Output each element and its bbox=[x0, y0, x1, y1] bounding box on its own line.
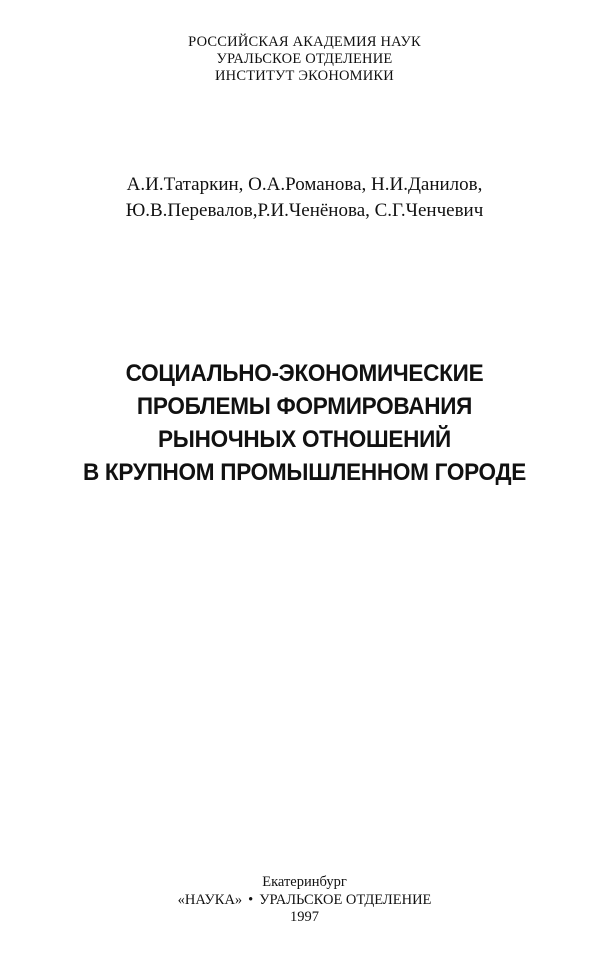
title-line-3: РЫНОЧНЫХ ОТНОШЕНИЙ bbox=[158, 426, 451, 453]
imprint-year: 1997 bbox=[290, 909, 319, 925]
authors-line-1: А.И.Татаркин, О.А.Романова, Н.И.Данилов, bbox=[126, 174, 483, 195]
imprint-publisher-line bbox=[0, 892, 609, 910]
bullet-separator: • bbox=[248, 891, 254, 908]
title-line-2: ПРОБЛЕМЫ ФОРМИРОВАНИЯ bbox=[136, 393, 473, 420]
imprint-city: Екатеринбург bbox=[262, 874, 347, 890]
institution-header bbox=[0, 34, 609, 85]
institution-institute: ИНСТИТУТ ЭКОНОМИКИ bbox=[215, 68, 394, 84]
book-title bbox=[24, 357, 584, 489]
authors-line-2: Ю.В.Перевалов,Р.И.Ченёнова, С.Г.Ченчевич bbox=[125, 200, 484, 221]
institution-academy: РОССИЙСКАЯ АКАДЕМИЯ НАУК bbox=[188, 34, 421, 50]
imprint bbox=[0, 874, 609, 927]
author-list bbox=[0, 172, 609, 224]
imprint-publisher: «НАУКА» bbox=[177, 891, 243, 908]
title-line-1: СОЦИАЛЬНО-ЭКОНОМИЧЕСКИЕ bbox=[125, 360, 484, 387]
imprint-division: УРАЛЬСКОЕ ОТДЕЛЕНИЕ bbox=[259, 891, 432, 908]
title-line-4: В КРУПНОМ ПРОМЫШЛЕННОМ ГОРОДЕ bbox=[82, 459, 527, 486]
institution-branch: УРАЛЬСКОЕ ОТДЕЛЕНИЕ bbox=[216, 51, 393, 67]
